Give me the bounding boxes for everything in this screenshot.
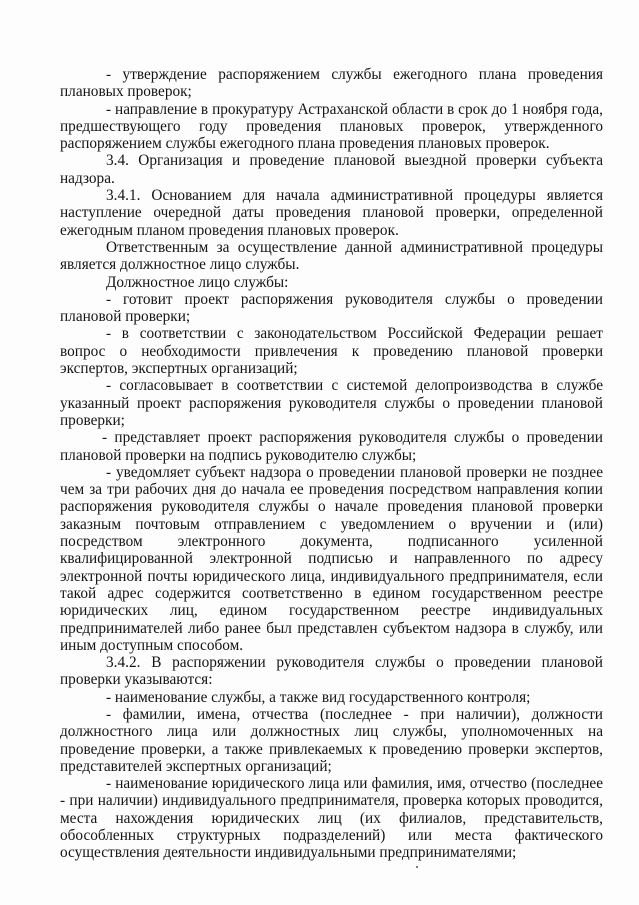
paragraph-official-intro: Должностное лицо службы: (106, 273, 289, 291)
list-item-coordinate: - согласовывает в соответствии с системой делопроизводства в службе указанный проект распоряжения руководителя службы о проведении плановой проверки; (60, 377, 603, 429)
paragraph-3-4-1: 3.4.1. Основанием для начала административной процедуры является наступление очередной даты проведения плановой проверки, определенной ежегодным планом проведения плановых проверок. (60, 187, 603, 239)
list-item-legal-entity: - наименование юридического лица или фамилия, имя, отчество (последнее - при наличии) индивидуального предпринимателя, проверка которых проводится, места нахождения юридических лиц (их филиалов, представительств, обособленных структурных подразделений) или места фактического осуществления деятельности индивидуальными предпринимателями; (60, 775, 603, 862)
paragraph-approve-plan: - утверждение распоряжением службы ежегодного плана проведения плановых проверок; (60, 66, 603, 101)
list-item-prepare-draft: - готовит проект распоряжения руководителя службы о проведении плановой проверки; (60, 290, 603, 326)
list-item-experts: - в соответствии с законодательством Российской Федерации решает вопрос о необходимости привлечения к проведению плановой проверки экспертов, экспертных организаций; (60, 325, 603, 378)
list-item-submit-signature: - представляет проект распоряжения руководителя службы о проведении плановой проверки на подпись руководителю службы; (60, 429, 603, 464)
document-body (60, 66, 603, 862)
list-item-inspectors: - фамилии, имена, отчества (последнее - при наличии), должности должностного лица или должностных лиц службы, уполномоченных на проведение проверки, а также привлекаемых к проведению проверки экспертов, представителей экспертных организаций; (60, 705, 603, 775)
scan-speck (416, 866, 418, 868)
list-item-service-name: - наименование службы, а также вид государственного контроля; (106, 688, 531, 706)
paragraph-3-4-2: 3.4.2. В распоряжении руководителя службы о проведении плановой проверки указываются: (60, 654, 603, 689)
paragraph-send-to-prosecutor: - направление в прокуратуру Астраханской области в срок до 1 ноября года, предшествующего году проведения плановых проверок, утвержденного распоряжением службы ежегодного плана проведения плановых проверок. (60, 100, 603, 153)
paragraph-responsible: Ответственным за осуществление данной административной процедуры является должностное лицо службы. (60, 238, 603, 274)
section-heading-3-4: 3.4. Организация и проведение плановой выездной проверки субъекта надзора. (60, 152, 603, 187)
list-item-notify-subject: - уведомляет субъект надзора о проведении плановой проверки не позднее чем за три рабочих дня до начала ее проведения посредством направления копии распоряжения руководителя службы о начале проведения плановой проверки заказным почтовым отправлением с уведомлением о вручении и (или) посредством электронного документа, подписанного усиленной квалифицированной электронной подписью и направленного по адресу электронной почты юридического лица, индивидуального предпринимателя, если такой адрес содержится соответственно в едином государственном реестре юридических лиц, едином государственном реестре индивидуальных предпринимателей либо ранее был представлен субъектом надзора в службу, или иным доступным способом. (60, 463, 603, 654)
